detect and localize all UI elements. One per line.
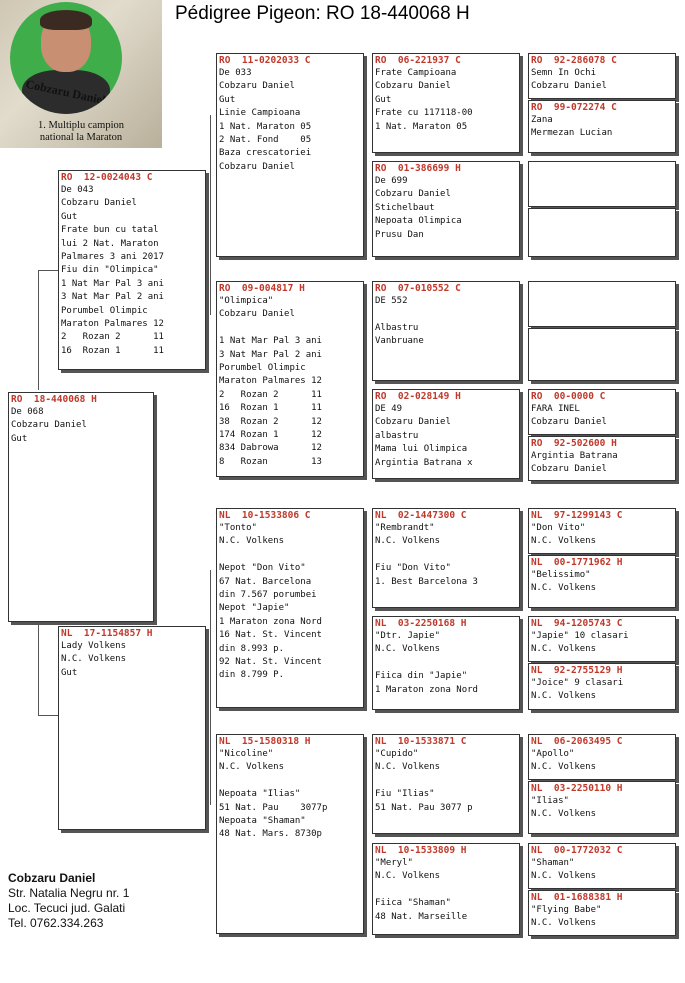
detail-line: Semn In Ochi	[531, 68, 597, 78]
breeder-photo	[0, 0, 162, 148]
detail-line: 1 Maraton zona Nord	[219, 616, 322, 627]
detail-line: Gut	[61, 211, 78, 222]
detail-line: 48 Nat. Marseille	[375, 911, 468, 922]
detail-line: Baza crescatoriei	[219, 148, 312, 159]
detail-line: 1 Nat Mar Pal 3 ani	[219, 336, 322, 347]
bird-details	[529, 748, 675, 775]
detail-line	[375, 775, 519, 788]
detail-line: "Flying Babe"	[531, 905, 602, 915]
ring-number: NL 03-2250110 H	[531, 783, 623, 794]
bird-card-g13[interactable]	[528, 734, 676, 780]
detail-line: lui 2 Nat. Maraton	[61, 238, 159, 249]
ring-number: RO 92-286078 C	[531, 55, 617, 66]
ring-number: NL 94-1205743 C	[531, 618, 623, 629]
detail-line: Nepot "Japie"	[219, 603, 290, 614]
bird-card-ds[interactable]	[216, 508, 364, 708]
detail-line: Stichelbaut	[375, 202, 435, 213]
breeder-contact	[8, 871, 129, 931]
detail-line: Cobzaru Daniel	[61, 198, 137, 209]
bird-card-dam[interactable]	[58, 626, 206, 830]
detail-line: 1 Nat. Maraton 05	[219, 121, 312, 132]
detail-line: 1. Best Barcelona 3	[375, 576, 478, 587]
bird-details	[373, 295, 519, 349]
bird-details	[373, 748, 519, 815]
bird-card-g6[interactable]	[528, 328, 676, 381]
detail-line: Gut	[11, 433, 28, 444]
bird-card-g16[interactable]	[528, 890, 676, 936]
detail-line: 1 Nat. Maraton 05	[375, 121, 468, 132]
bird-card-g12[interactable]	[528, 663, 676, 710]
detail-line: Fiu din "Olimpica"	[61, 265, 159, 276]
detail-line	[375, 657, 519, 670]
ring-number: RO 00-0000 C	[531, 391, 606, 402]
detail-line: 51 Nat. Pau 3077 p	[375, 802, 473, 813]
bird-card-ss[interactable]	[216, 53, 364, 257]
detail-line: Fiica din "Japie"	[375, 671, 468, 682]
detail-line: Cobzaru Daniel	[375, 81, 451, 92]
bird-details	[529, 677, 675, 704]
bird-card-sdd[interactable]	[372, 389, 520, 479]
bird-card-main[interactable]	[8, 392, 154, 622]
bird-card-g4[interactable]	[528, 208, 676, 257]
detail-line: Albastru	[375, 322, 419, 333]
bird-details	[529, 904, 675, 931]
bird-card-g1[interactable]	[528, 53, 676, 99]
detail-line: 1 Maraton zona Nord	[375, 684, 478, 695]
detail-line: 38 Rozan 2 12	[219, 416, 322, 427]
detail-line: De 068	[11, 407, 44, 417]
ring-number: NL 00-1771962 H	[531, 557, 623, 568]
detail-line: "Ilias"	[531, 796, 569, 806]
detail-line: Porumbel Olimpic	[219, 363, 306, 374]
bird-details	[373, 857, 519, 924]
bird-card-g11[interactable]	[528, 616, 676, 662]
detail-line: 3 Nat Mar Pal 2 ani	[219, 349, 322, 360]
detail-line: 51 Nat. Pau 3077p	[219, 802, 328, 813]
ring-number: NL 17-1154857 H	[61, 628, 153, 639]
detail-line: "Olimpica"	[219, 296, 274, 306]
bird-details	[529, 795, 675, 822]
detail-line: N.C. Volkens	[375, 762, 441, 773]
photo-caption-line1: 1. Multiplu campion	[37, 120, 125, 131]
detail-line: 16 Rozan 1 11	[219, 403, 322, 414]
photo-name: Cobzaru Daniel	[24, 76, 107, 108]
detail-line: "Japie" 10 clasari	[531, 631, 629, 641]
detail-line: Cobzaru Daniel	[375, 417, 451, 428]
detail-line: din 8.799 P.	[219, 670, 285, 681]
detail-line: N.C. Volkens	[375, 871, 441, 882]
bird-card-dsd[interactable]	[372, 616, 520, 710]
detail-line: De 043	[61, 185, 94, 195]
detail-line	[375, 884, 519, 897]
ring-number: RO 01-386699 H	[375, 163, 461, 174]
bird-card-sd[interactable]	[216, 281, 364, 477]
detail-line	[375, 549, 519, 562]
bird-details	[529, 857, 675, 884]
detail-line: din 7.567 porumbei	[219, 590, 317, 601]
photo-caption-line2: national la Maraton	[39, 132, 123, 143]
detail-line: FARA INEL	[531, 404, 580, 414]
ring-number: RO 92-502600 H	[531, 438, 617, 449]
ring-number: NL 10-1533806 C	[219, 510, 311, 521]
detail-line: Cobzaru Daniel	[219, 161, 295, 172]
detail-line: Frate bun cu tatal	[61, 225, 159, 236]
detail-line: N.C. Volkens	[375, 536, 441, 547]
detail-line: Mermezan Lucian	[531, 128, 613, 139]
ring-number: NL 02-1447300 C	[375, 510, 467, 521]
detail-line: N.C. Volkens	[61, 654, 127, 665]
detail-line: Frate cu 117118-00	[375, 108, 473, 119]
bird-details	[217, 67, 363, 174]
detail-line	[219, 322, 363, 335]
bird-card-ddd[interactable]	[372, 843, 520, 935]
detail-line: Argintia Batrana	[531, 451, 618, 461]
detail-line: Fiu "Ilias"	[375, 789, 435, 800]
detail-line: Argintia Batrana x	[375, 457, 473, 468]
ring-number: RO 02-028149 H	[375, 391, 461, 402]
ring-number: NL 00-1772032 C	[531, 845, 623, 856]
detail-line: 16 Rozan 1 11	[61, 345, 164, 356]
detail-line: Frate Campioana	[375, 68, 457, 78]
detail-line: N.C. Volkens	[531, 809, 597, 820]
detail-line: N.C. Volkens	[531, 691, 597, 702]
detail-line: N.C. Volkens	[219, 762, 285, 773]
detail-line: N.C. Volkens	[531, 871, 597, 882]
bird-details	[373, 522, 519, 589]
detail-line: Maraton Palmares 12	[219, 376, 322, 387]
detail-line: din 8.993 p.	[219, 643, 285, 654]
contact-street: Str. Natalia Negru nr. 1	[8, 886, 130, 900]
detail-line: Cobzaru Daniel	[531, 464, 607, 475]
ring-number: NL 92-2755129 H	[531, 665, 623, 676]
ring-number: RO 99-072274 C	[531, 102, 617, 113]
detail-line: "Nicoline"	[219, 749, 274, 759]
contact-name: Cobzaru Daniel	[8, 871, 96, 885]
ring-number: RO 09-004817 H	[219, 283, 305, 294]
detail-line: Cobzaru Daniel	[219, 309, 295, 320]
bird-details	[59, 640, 205, 680]
bird-details	[217, 522, 363, 683]
ring-number: RO 12-0024043 C	[61, 172, 153, 183]
detail-line: 2 Rozan 2 11	[219, 389, 322, 400]
detail-line: Nepoata Olimpica	[375, 216, 462, 227]
detail-line: "Meryl"	[375, 858, 413, 868]
ring-number: RO 18-440068 H	[11, 394, 97, 405]
bird-details	[373, 67, 519, 134]
bird-details	[529, 450, 675, 477]
detail-line	[375, 308, 519, 321]
ring-number: RO 06-221937 C	[375, 55, 461, 66]
bird-card-sds[interactable]	[372, 281, 520, 381]
bird-card-g15[interactable]	[528, 843, 676, 889]
bird-card-ssd[interactable]	[372, 161, 520, 257]
detail-line: 1 Nat Mar Pal 3 ani	[61, 278, 164, 289]
detail-line	[219, 775, 363, 788]
detail-line: N.C. Volkens	[531, 918, 597, 929]
detail-line: 2 Nat. Fond 05	[219, 135, 312, 146]
detail-line: N.C. Volkens	[531, 583, 597, 594]
detail-line: "Dtr. Japie"	[375, 631, 441, 641]
ring-number: NL 06-2063495 C	[531, 736, 623, 747]
detail-line: Mama lui Olimpica	[375, 444, 468, 455]
ring-number: RO 11-0202033 C	[219, 55, 311, 66]
detail-line: Porumbel Olimpic	[61, 305, 148, 316]
detail-line: Palmares 3 ani 2017	[61, 252, 164, 263]
detail-line: De 699	[375, 176, 408, 186]
bird-details	[217, 748, 363, 842]
ring-number: NL 10-1533871 C	[375, 736, 467, 747]
detail-line: Gut	[375, 94, 392, 105]
detail-line: "Apollo"	[531, 749, 575, 759]
ring-number: NL 15-1580318 H	[219, 736, 311, 747]
bird-details	[217, 295, 363, 469]
bird-details	[529, 630, 675, 657]
ring-number: NL 01-1688381 H	[531, 892, 623, 903]
bird-details	[529, 569, 675, 596]
page-title: Pédigree Pigeon: RO 18-440068 H	[175, 3, 470, 24]
bird-card-g7[interactable]	[528, 389, 676, 435]
detail-line: N.C. Volkens	[531, 762, 597, 773]
photo-caption	[0, 120, 162, 144]
avatar	[10, 2, 122, 114]
ring-number: NL 10-1533809 H	[375, 845, 467, 856]
bird-details	[9, 406, 153, 446]
bird-details	[529, 114, 675, 141]
detail-line: N.C. Volkens	[219, 536, 285, 547]
detail-line: "Rembrandt"	[375, 523, 435, 533]
bird-card-g10[interactable]	[528, 555, 676, 608]
detail-line: Gut	[219, 94, 236, 105]
detail-line: De 033	[219, 68, 252, 78]
detail-line: "Tonto"	[219, 523, 257, 533]
detail-line: Zana	[531, 115, 553, 125]
bird-card-g14[interactable]	[528, 781, 676, 834]
bird-details	[373, 630, 519, 697]
detail-line: 8 Rozan 13	[219, 456, 322, 467]
detail-line: Gut	[61, 667, 78, 678]
detail-line: Cobzaru Daniel	[375, 189, 451, 200]
bird-card-g5[interactable]	[528, 281, 676, 327]
detail-line: Nepoata "Shaman"	[219, 816, 306, 827]
bird-details	[373, 175, 519, 242]
detail-line: 3 Nat Mar Pal 2 ani	[61, 292, 164, 303]
bird-card-dds[interactable]	[372, 734, 520, 834]
detail-line: Cobzaru Daniel	[11, 420, 87, 431]
detail-line: N.C. Volkens	[531, 644, 597, 655]
detail-line: Cobzaru Daniel	[531, 81, 607, 92]
bird-details	[373, 403, 519, 470]
detail-line: DE 49	[375, 404, 403, 414]
detail-line: albastru	[375, 430, 419, 441]
ring-number: NL 97-1299143 C	[531, 510, 623, 521]
bird-details	[529, 403, 675, 430]
contact-phone: Tel. 0762.334.263	[8, 916, 104, 930]
bird-card-dss[interactable]	[372, 508, 520, 608]
detail-line: 834 Dabrowa 12	[219, 443, 322, 454]
detail-line: "Don Vito"	[531, 523, 586, 533]
detail-line: "Joice" 9 clasari	[531, 678, 624, 688]
detail-line: Lady Volkens	[61, 641, 127, 651]
bird-card-g3[interactable]	[528, 161, 676, 207]
bird-card-dd[interactable]	[216, 734, 364, 934]
detail-line: Linie Campioana	[219, 108, 301, 119]
detail-line: Cobzaru Daniel	[219, 81, 295, 92]
bird-card-g9[interactable]	[528, 508, 676, 554]
detail-line: 174 Rozan 1 12	[219, 430, 322, 441]
contact-city: Loc. Tecuci jud. Galati	[8, 901, 126, 915]
detail-line: "Cupido"	[375, 749, 419, 759]
detail-line: 67 Nat. Barcelona	[219, 576, 312, 587]
detail-line	[219, 549, 363, 562]
bird-card-g2[interactable]	[528, 100, 676, 153]
bird-details	[529, 522, 675, 549]
detail-line: 48 Nat. Mars. 8730p	[219, 829, 322, 840]
detail-line: Vanbruane	[375, 336, 424, 347]
detail-line: Fiica "Shaman"	[375, 898, 451, 909]
bird-card-sss[interactable]	[372, 53, 520, 153]
detail-line: Prusu Dan	[375, 229, 424, 240]
detail-line: 92 Nat. St. Vincent	[219, 657, 322, 668]
detail-line: Nepoata "Ilias"	[219, 789, 301, 800]
detail-line: Cobzaru Daniel	[531, 417, 607, 428]
detail-line: N.C. Volkens	[375, 644, 441, 655]
detail-line: "Belissimo"	[531, 570, 591, 580]
bird-card-g8[interactable]	[528, 436, 676, 481]
detail-line: Nepot "Don Vito"	[219, 563, 306, 574]
detail-line: DE 552	[375, 296, 408, 306]
ring-number: RO 07-010552 C	[375, 283, 461, 294]
detail-line: "Shaman"	[531, 858, 575, 868]
ring-number: NL 03-2250168 H	[375, 618, 467, 629]
detail-line: Maraton Palmares 12	[61, 319, 164, 330]
bird-details	[59, 184, 205, 358]
bird-details	[529, 67, 675, 94]
bird-card-sire[interactable]	[58, 170, 206, 370]
detail-line: Fiu "Don Vito"	[375, 563, 451, 574]
detail-line: 2 Rozan 2 11	[61, 332, 164, 343]
detail-line: N.C. Volkens	[531, 536, 597, 547]
detail-line: 16 Nat. St. Vincent	[219, 630, 322, 641]
